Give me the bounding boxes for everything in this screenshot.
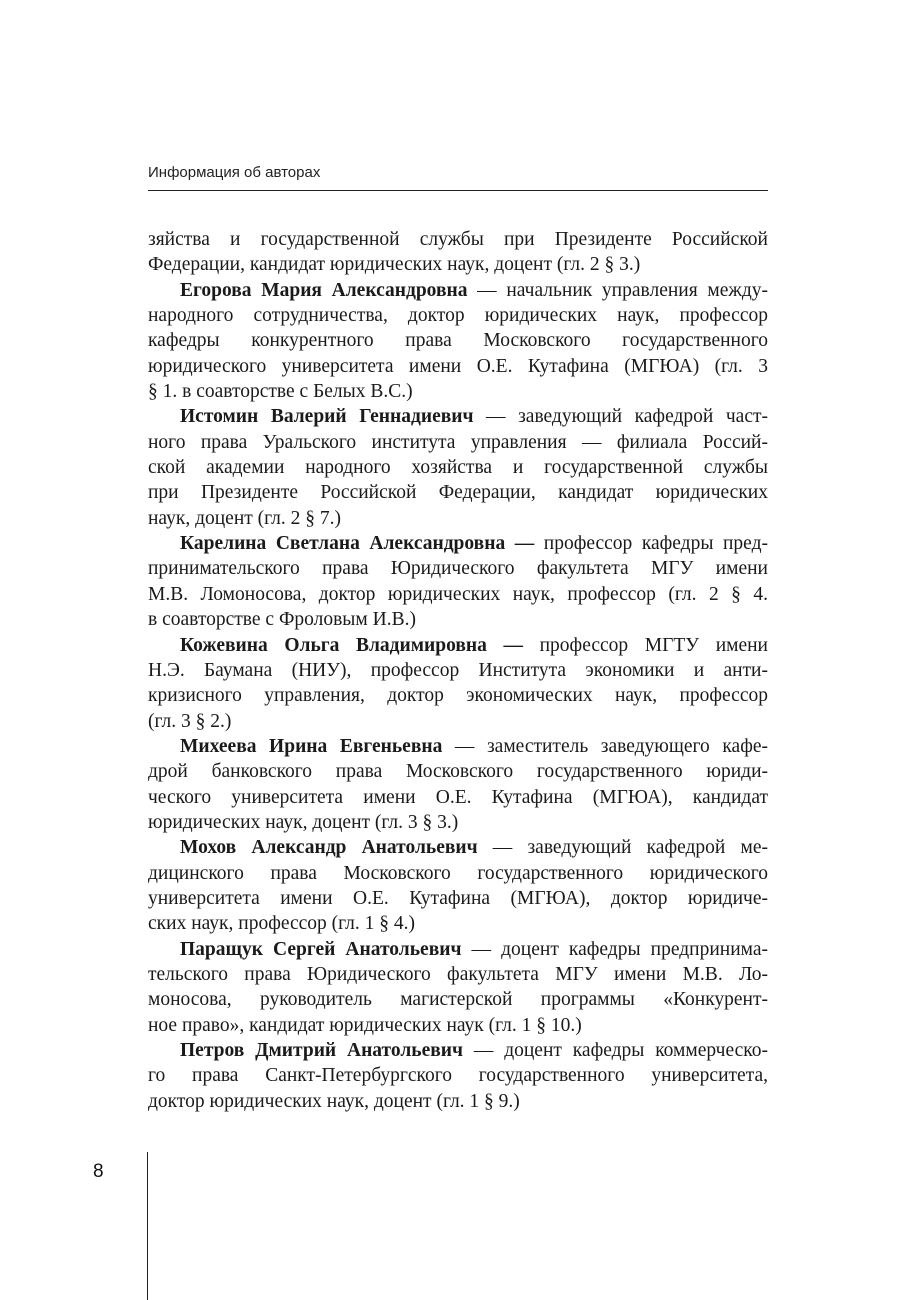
text-line xyxy=(148,1013,768,1038)
text-line xyxy=(148,810,768,835)
text-line xyxy=(148,252,768,277)
line-text: университета имени О.Е. Кутафина (МГЮА), доктор юридиче- xyxy=(148,887,768,909)
text-line xyxy=(148,962,768,987)
text-line xyxy=(148,455,768,480)
text-line xyxy=(148,480,768,505)
line-text: наук, доцент (гл. 2 § 7.) xyxy=(148,507,342,529)
line-text: дрой банковского права Московского государственного юриди- xyxy=(148,761,768,783)
line-text: в соавторстве с Фроловым И.В.) xyxy=(148,609,416,631)
author-name: Карелина Светлана Александровна — xyxy=(180,533,535,555)
text-line xyxy=(148,937,768,962)
line-text: ских наук, профессор (гл. 1 § 4.) xyxy=(148,913,416,935)
author-name: Кожевина Ольга Владимировна — xyxy=(180,634,524,656)
author-name: Егорова Мария Александровна xyxy=(180,279,468,301)
line-text: ное право», кандидат юридических наук (гл. 1 § 10.) xyxy=(148,1014,582,1036)
line-text: § 1. в соавторстве с Белых В.С.) xyxy=(148,381,413,403)
line-text: Н.Э. Баумана (НИУ), профессор Института экономики и анти- xyxy=(148,659,768,681)
text-line xyxy=(148,303,768,328)
line-text: профессор МГТУ имени xyxy=(523,634,768,656)
text-line xyxy=(148,379,768,404)
text-line xyxy=(148,506,768,531)
line-text: — заведующий кафедрой част- xyxy=(473,406,768,428)
line-text: профессор кафедры пред- xyxy=(534,533,768,555)
line-text: принимательского права Юридического факультета МГУ имени xyxy=(148,558,768,580)
line-text: го права Санкт-Петербургского государственного университета, xyxy=(148,1065,768,1087)
text-line xyxy=(148,658,768,683)
text-line xyxy=(148,430,768,455)
text-line xyxy=(148,328,768,353)
line-text: ческого университета имени О.Е. Кутафина (МГЮА), кандидат xyxy=(148,786,768,808)
page-number: 8 xyxy=(93,1161,104,1182)
header-rule xyxy=(148,190,768,191)
text-line xyxy=(148,354,768,379)
text-line xyxy=(148,709,768,734)
line-text: юридического университета имени О.Е. Кутафина (МГЮА) (гл. 3 xyxy=(148,355,768,377)
text-line xyxy=(148,911,768,936)
text-line xyxy=(148,582,768,607)
text-line xyxy=(148,785,768,810)
author-name: Истомин Валерий Геннадиевич xyxy=(180,406,474,428)
folio-rule xyxy=(147,1152,148,1300)
author-name: Петров Дмитрий Анатольевич xyxy=(180,1040,464,1061)
text-line xyxy=(148,227,768,252)
line-text: Федерации, кандидат юридических наук, доцент (гл. 2 § 3.) xyxy=(148,254,641,276)
text-line xyxy=(148,633,768,658)
text-line xyxy=(148,556,768,581)
text-line xyxy=(148,987,768,1012)
line-text: — начальник управления между- xyxy=(467,279,768,301)
text-line xyxy=(148,1063,768,1088)
page-body xyxy=(148,227,768,1114)
line-text: ской академии народного хозяйства и государственной службы xyxy=(148,457,768,479)
line-text: М.В. Ломоносова, доктор юридических наук, профессор (гл. 2 § 4. xyxy=(148,583,768,605)
line-text: — доцент кафедры предпринима- xyxy=(461,938,768,960)
line-text: ного права Уральского института управления — филиала Россий- xyxy=(148,431,768,453)
line-text: — заместитель заведующего кафе- xyxy=(442,735,768,757)
line-text: доктор юридических наук, доцент (гл. 1 § 9.) xyxy=(148,1090,520,1112)
author-name: Мохов Александр Анатольевич xyxy=(180,837,478,859)
text-line xyxy=(148,734,768,759)
author-name: Михеева Ирина Евгеньевна xyxy=(180,735,443,757)
line-text: тельского права Юридического факультета МГУ имени М.В. Ло- xyxy=(148,963,768,985)
line-text: моносова, руководитель магистерской программы «Конкурент- xyxy=(148,989,768,1011)
line-text: кафедры конкурентного права Московского государственного xyxy=(148,330,768,352)
text-line xyxy=(148,835,768,860)
line-text: (гл. 3 § 2.) xyxy=(148,710,232,732)
text-line xyxy=(148,759,768,784)
text-line xyxy=(148,861,768,886)
line-text: кризисного управления, доктор экономических наук, профессор xyxy=(148,685,768,707)
line-text: дицинского права Московского государственного юридического xyxy=(148,862,768,884)
running-header: Информация об авторах xyxy=(148,164,321,181)
text-line xyxy=(148,278,768,303)
line-text: при Президенте Российской Федерации, кандидат юридических xyxy=(148,482,768,504)
text-line xyxy=(148,1038,768,1063)
text-line xyxy=(148,531,768,556)
line-text: юридических наук, доцент (гл. 3 § 3.) xyxy=(148,811,459,833)
line-text: — заведующий кафедрой ме- xyxy=(477,837,768,859)
text-line xyxy=(148,1089,768,1114)
text-line xyxy=(148,607,768,632)
text-line xyxy=(148,886,768,911)
line-text: зяйства и государственной службы при Президенте Российской xyxy=(148,229,768,250)
text-line xyxy=(148,404,768,429)
line-text: — доцент кафедры коммерческо- xyxy=(463,1040,768,1061)
author-name: Паращук Сергей Анатольевич xyxy=(180,938,462,960)
text-line xyxy=(148,683,768,708)
line-text: народного сотрудничества, доктор юридических наук, профессор xyxy=(148,305,768,327)
